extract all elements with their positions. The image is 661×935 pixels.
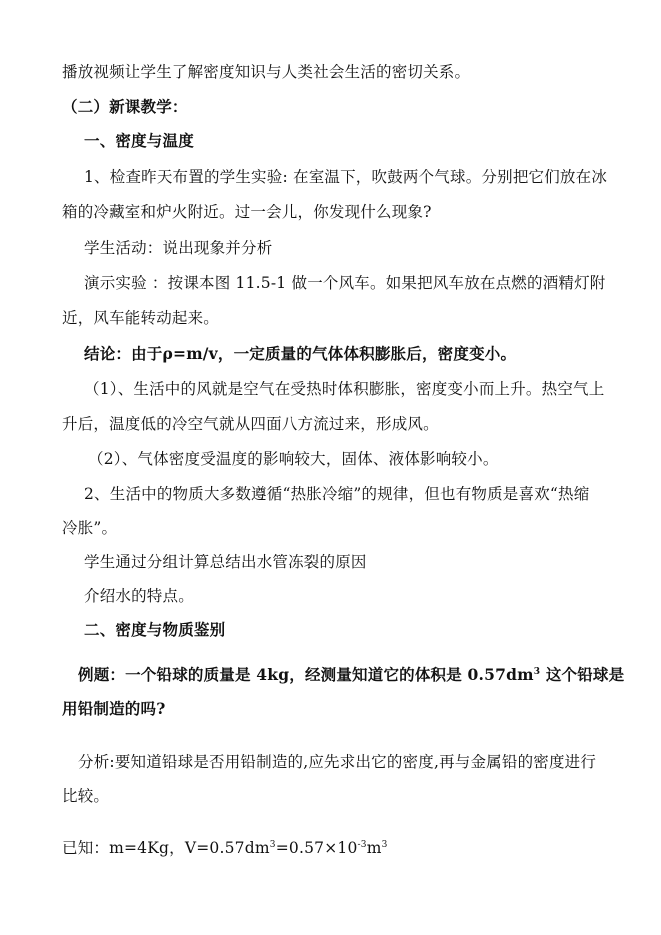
point-2: （2）、气体密度受温度的影响较大，固体、液体影响较小。: [88, 450, 499, 468]
paragraph-2-line-1: 2、生活中的物质大多数遵循“热胀冷缩”的规律，但也有物质是喜欢“热缩: [84, 485, 590, 503]
demo-line-2: 近，风车能转动起来。: [62, 309, 220, 327]
demo-line-1: 演示实验 ：按课本图 11.5-1 做一个风车。如果把风车放在点燃的酒精灯附: [84, 274, 606, 292]
paragraph-2-line-2: 冷胀”。: [62, 519, 118, 537]
paragraph-1-line-2: 箱的冷藏室和炉火附近。过一会儿，你发现什么现象?: [62, 203, 432, 221]
intro-paragraph: 播放视频让学生了解密度知识与人类社会生活的密切关系。: [62, 63, 471, 81]
example-exponent: 3: [533, 667, 541, 677]
known-unit: m: [366, 839, 382, 857]
point-1-line-1: （1）、生活中的风就是空气在受热时体积膨胀，密度变小而上升。热空气上: [84, 380, 605, 398]
example-text-end: 这个铅球是: [540, 665, 625, 684]
known-values: [62, 838, 388, 858]
known-text: 已知：m=4Kg，V=0.57dm: [62, 839, 270, 857]
conclusion: 结论：由于ρ=m/v，一定质量的气体体积膨胀后，密度变小。: [84, 344, 517, 363]
analysis-line-1: 分析:要知道铅球是否用铅制造的,应先求出它的密度,再与金属铅的密度进行: [78, 753, 597, 771]
known-exponent-2: -3: [357, 840, 367, 850]
example-line-2: 用铅制造的吗?: [62, 699, 166, 718]
water-features: 介绍水的特点。: [84, 587, 194, 605]
analysis-line-2: 比较。: [62, 787, 110, 805]
example-text: 例题：一个铅球的质量是 4kg，经测量知道它的体积是 0.57dm: [78, 665, 534, 684]
group-calculation: 学生通过分组计算总结出水管冻裂的原因: [84, 553, 367, 571]
known-exponent-1: 3: [269, 840, 276, 850]
student-activity: 学生活动：说出现象并分析: [84, 239, 273, 257]
known-value: =0.57×10: [275, 839, 358, 857]
subheading-density-temperature: 一、密度与温度: [84, 131, 194, 150]
point-1-line-2: 升后，温度低的冷空气就从四面八方流过来，形成风。: [62, 415, 439, 433]
paragraph-1-line-1: 1、检查昨天布置的学生实验: 在室温下，吹鼓两个气球。分别把它们放在冰: [84, 168, 608, 186]
known-exponent-3: 3: [381, 840, 388, 850]
subheading-density-identification: 二、密度与物质鉴别: [84, 620, 226, 639]
section-heading-new-lesson: （二）新课教学：: [62, 97, 188, 116]
example-line-1: [78, 665, 624, 685]
